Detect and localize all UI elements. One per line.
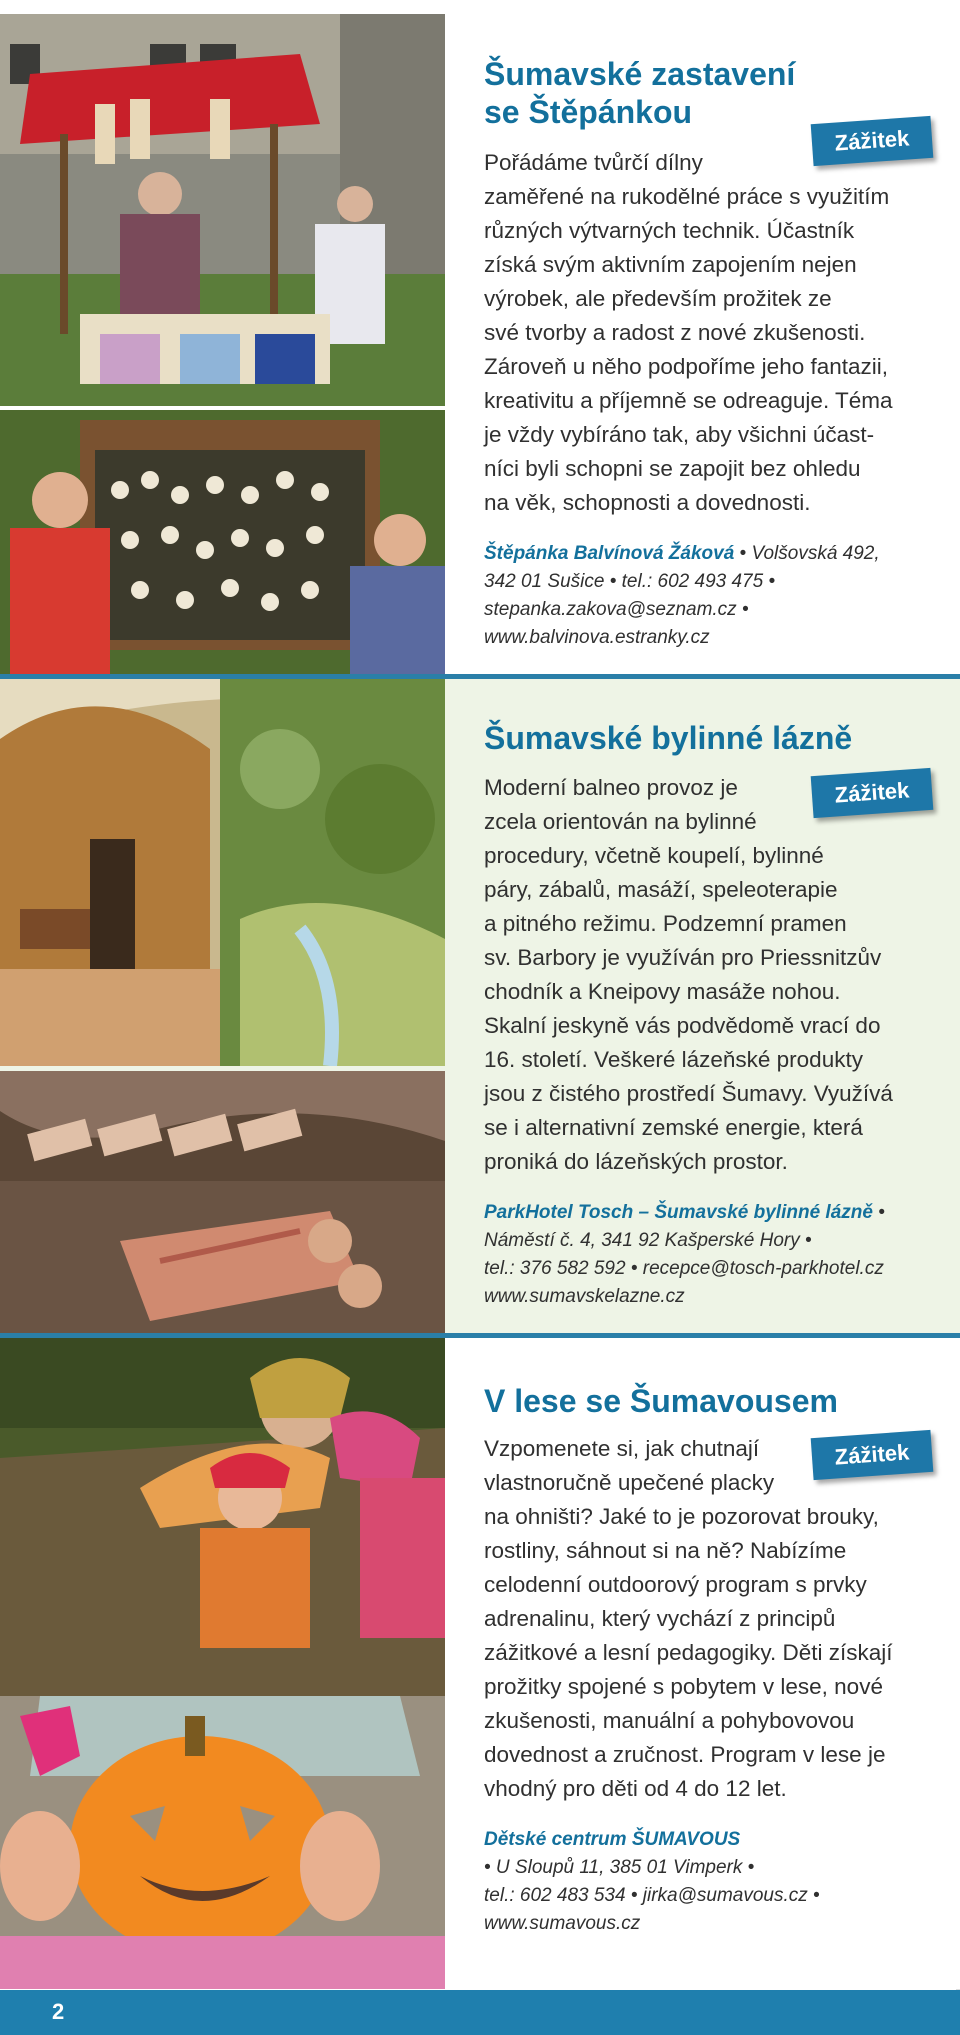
body-line: adrenalinu, který vychází z principů: [484, 1606, 836, 1631]
body-line: zaměřené na rukodělné práce s využitím: [484, 184, 890, 209]
photo-craft-stall: [0, 14, 445, 406]
body-line: zážitkové a lesní pedagogiky. Děti získají: [484, 1640, 893, 1665]
body-line: Vzpomenete si, jak chutnají: [484, 1436, 760, 1461]
section-title: Šumavské bylinné lázně: [484, 720, 853, 756]
body-line: prožitky spojené s pobytem v lese, nové: [484, 1674, 883, 1699]
body-line: je vždy vybíráno tak, aby všichni účast-: [484, 422, 875, 447]
section-title: [484, 55, 924, 131]
section-text: [484, 719, 924, 757]
body-line: na věk, schopnosti a dovednosti.: [484, 490, 811, 515]
contact-website[interactable]: www.sumavskelazne.cz: [484, 1286, 685, 1307]
body-line: se i alternativní zemské energie, která: [484, 1115, 863, 1140]
body-line: na ohništi? Jaké to je pozorovat brouky,: [484, 1504, 879, 1529]
body-paragraph: [484, 1432, 924, 1806]
contact-email[interactable]: stepanka.zakova@seznam.cz •: [484, 599, 749, 620]
contact-line: Náměstí č. 4, 341 92 Kašperské Hory •: [484, 1230, 812, 1251]
body-line: zcela orientován na bylinné: [484, 809, 757, 834]
body-paragraph: [484, 771, 924, 1179]
section-zastaveni: [0, 0, 960, 674]
page-number: 2: [52, 1999, 65, 2024]
body-line: proniká do lázeňských prostor.: [484, 1149, 788, 1174]
section-sumavous: [0, 1338, 960, 1989]
badge-zazitek: Zážitek: [811, 1430, 934, 1480]
contact-email[interactable]: tel.: 602 483 534 • jirka@sumavous.cz •: [484, 1885, 820, 1906]
contact-email[interactable]: tel.: 376 582 592 • recepce@tosch-parkhotel.cz: [484, 1258, 884, 1279]
body-line: výrobek, ale především prožitek ze: [484, 286, 832, 311]
title-line: se Štěpánkou: [484, 94, 693, 130]
section-bylinne-lazne: [0, 679, 960, 1333]
body-line: získá svým aktivním zapojením nejen: [484, 252, 857, 277]
section-body: [484, 771, 924, 1311]
section-text: [484, 1382, 924, 1420]
photo-children-hearts: [0, 410, 445, 674]
body-line: vhodný pro děti od 4 do 12 let.: [484, 1776, 787, 1801]
body-line: dovednost a zručnost. Program v lese je: [484, 1742, 886, 1767]
body-line: jsou z čistého prostředí Šumavy. Využívá: [484, 1081, 893, 1106]
body-line: Zároveň u něho podpoříme jeho fantazii,: [484, 354, 889, 379]
body-line: procedury, včetně koupelí, bylinné: [484, 843, 824, 868]
footer-bar: [0, 1990, 960, 2035]
contact-block: [484, 1199, 924, 1311]
contact-line[interactable]: 342 01 Sušice • tel.: 602 493 475 •: [484, 571, 776, 592]
body-line: Skalní jeskyně vás podvědomě vrací do: [484, 1013, 881, 1038]
body-line: páry, zábalů, masáží, speleoterapie: [484, 877, 838, 902]
body-line: vlastnoručně upečené placky: [484, 1470, 775, 1495]
photo-spa-cave: [0, 1071, 445, 1333]
contact-block: [484, 1826, 924, 1938]
body-line: níci byli schopni se zapojit bez ohledu: [484, 456, 861, 481]
photo-pumpkin-mask: [0, 1696, 445, 1989]
body-line: 16. století. Veškeré lázeňské produkty: [484, 1047, 863, 1072]
contact-website[interactable]: www.balvinova.estranky.cz: [484, 627, 710, 648]
body-line: zkušenosti, manuální a pohybovovou: [484, 1708, 855, 1733]
contact-block: [484, 540, 924, 652]
body-line: sv. Barbory je využíván pro Priessnitzův: [484, 945, 882, 970]
section-text: [484, 55, 924, 131]
contact-line: • Volšovská 492,: [734, 543, 880, 564]
badge-zazitek: Zážitek: [811, 116, 934, 166]
section-body: [484, 1432, 924, 1938]
title-line: Šumavské zastavení: [484, 56, 796, 92]
contact-website[interactable]: www.sumavous.cz: [484, 1913, 641, 1934]
body-line: různých výtvarných technik. Účastník: [484, 218, 855, 243]
body-paragraph: [484, 146, 924, 520]
body-line: rostliny, sáhnout si na ně? Nabízíme: [484, 1538, 847, 1563]
body-line: a pitného režimu. Podzemní pramen: [484, 911, 847, 936]
section-title: V lese se Šumavousem: [484, 1383, 838, 1419]
contact-name: ParkHotel Tosch – Šumavské bylinné lázně: [484, 1202, 873, 1223]
contact-name: Štěpánka Balvínová Žáková: [484, 543, 735, 564]
body-line: Moderní balneo provoz je: [484, 775, 738, 800]
contact-name: Dětské centrum ŠUMAVOUS: [484, 1829, 741, 1850]
body-line: své tvorby a radost z nové zkušenosti.: [484, 320, 866, 345]
photo-spa-corridor: [0, 679, 445, 1066]
badge-zazitek: Zážitek: [811, 768, 934, 818]
section-body: [484, 146, 924, 652]
contact-line: • U Sloupů 11, 385 01 Vimperk •: [484, 1857, 755, 1878]
body-line: kreativitu a příjemně se odreaguje. Téma: [484, 388, 893, 413]
body-line: Pořádáme tvůrčí dílny: [484, 150, 703, 175]
photo-forest-children: [0, 1338, 445, 1696]
body-line: celodenní outdoorový program s prvky: [484, 1572, 867, 1597]
body-line: chodník a Kneipovy masáže nohou.: [484, 979, 841, 1004]
contact-line: •: [872, 1202, 885, 1223]
